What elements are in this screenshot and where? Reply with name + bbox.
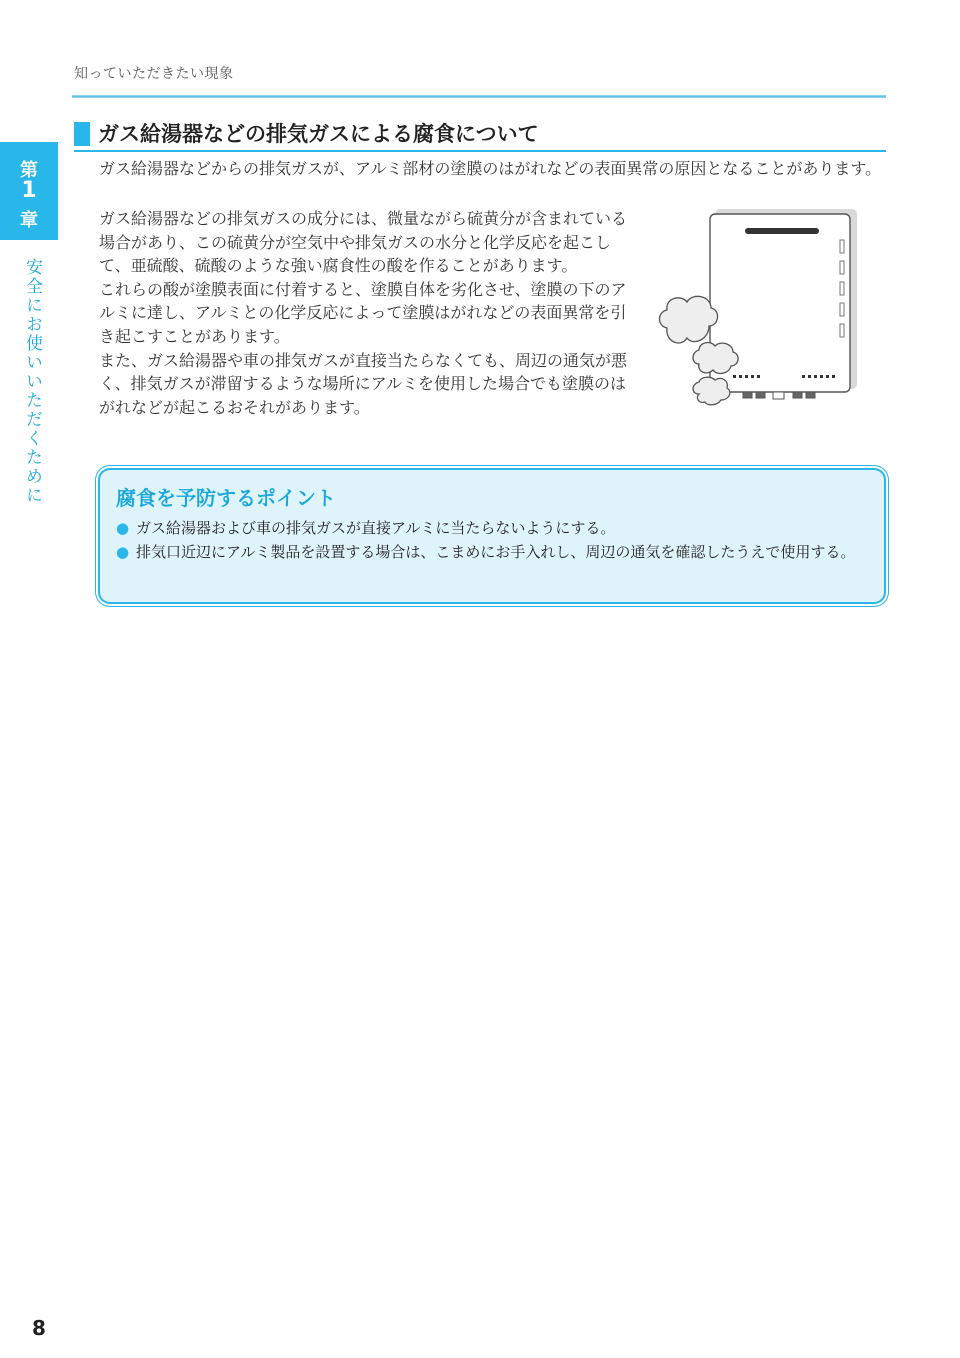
body-paragraph-1: ガス給湯器などの排気ガスの成分には、微量ながら硫黄分が含まれている場合があり、この硫黄分が空気中や排気ガスの水分と化学反応を起こして、亜硫酸、硫酸のような強い腐食性の酸を作ることがあります。 [99, 209, 628, 276]
section-title: ガス給湯器などの排気ガスによる腐食について [98, 122, 539, 146]
running-head: 知っていただきたい現象 [74, 66, 234, 82]
bullet-icon: ● [116, 519, 130, 537]
bullet-icon: ● [116, 543, 130, 561]
chapter-title-vertical: 安全にお使いいただくために [22, 258, 42, 505]
list-item-text: ガス給湯器および車の排気ガスが直接アルミに当たらないようにする。 [136, 519, 616, 537]
intro-paragraph: ガス給湯器などからの排気ガスが、アルミ部材の塗膜のはがれなどの表面異常の原因となることがあります。 [99, 159, 882, 178]
chapter-tab-dai: 第 [20, 160, 38, 181]
prevention-points-box [98, 468, 886, 604]
chapter-tab-sho: 章 [20, 210, 38, 231]
point-box-title: 腐食を予防するポイント [116, 486, 336, 510]
list-item-text: 排気口近辺にアルミ製品を設置する場合は、こまめにお手入れし、周辺の通気を確認したうえで使用する。 [136, 543, 856, 561]
water-heater-exhaust-illustration [655, 206, 860, 408]
body-text [99, 207, 631, 419]
heading-marker-icon [74, 122, 90, 146]
section-heading [74, 120, 886, 152]
list-item [116, 540, 876, 564]
chapter-tab-number: 1 [21, 178, 37, 203]
page-number: 8 [32, 1316, 46, 1340]
header-rule [72, 94, 886, 99]
body-paragraph-3: また、ガス給湯器や車の排気ガスが直接当たらなくても、周辺の通気が悪く、排気ガスが滞留するような場所にアルミを使用した場合でも塗膜のはがれなどが起こるおそれがあります。 [99, 350, 628, 417]
body-paragraph-2: これらの酸が塗膜表面に付着すると、塗膜自体を劣化させ、塗膜の下のアルミに達し、アルミとの化学反応によって塗膜はがれなどの表面異常を引き起こすことがあります。 [99, 279, 627, 346]
list-item [116, 516, 876, 540]
chapter-tab [0, 142, 58, 240]
point-list [116, 516, 876, 564]
